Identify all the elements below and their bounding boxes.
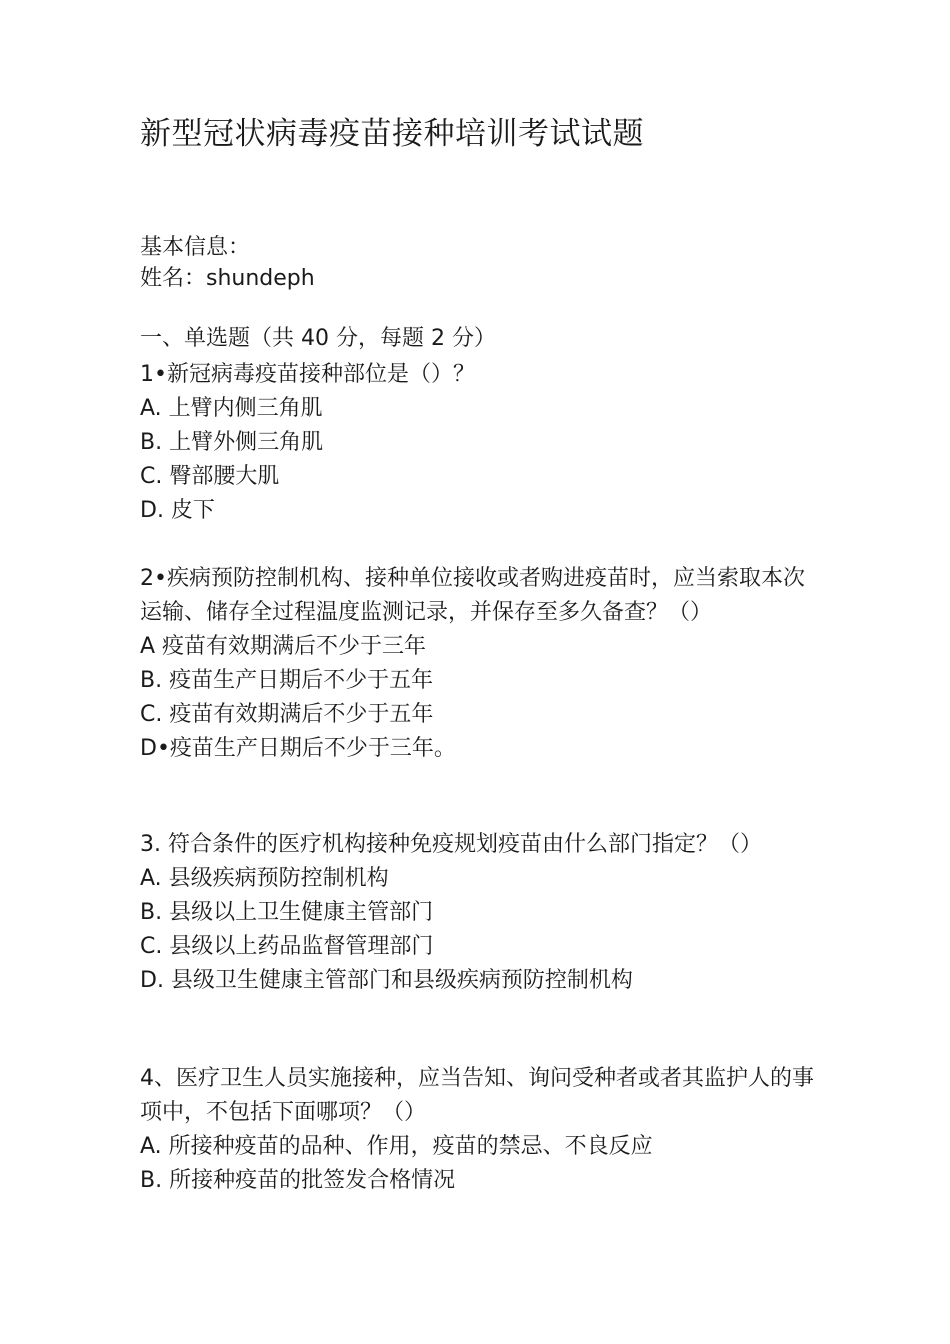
option-d: D•疫苗生产日期后不少于三年。	[140, 736, 456, 761]
basic-info-heading: 基本信息：	[140, 235, 251, 260]
section-heading: 一、单选题（共 40 分，每题 2 分）	[140, 326, 496, 351]
option-b: B. 所接种疫苗的批签发合格情况	[140, 1168, 456, 1193]
name-value: shundeph	[206, 266, 315, 291]
option-a: A. 县级疾病预防控制机构	[140, 866, 389, 891]
name-row	[140, 263, 315, 294]
option-b: B. 上臂外侧三角肌	[140, 430, 324, 455]
option-c: C. 疫苗有效期满后不少于五年	[140, 702, 434, 727]
basic-info	[140, 232, 315, 294]
question-stem: 3. 符合条件的医疗机构接种免疫规划疫苗由什么部门指定？（）	[140, 832, 762, 857]
option-c: C. 臀部腰大肌	[140, 464, 280, 489]
option-a: A. 上臂内侧三角肌	[140, 396, 323, 421]
option-a: A 疫苗有效期满后不少于三年	[140, 634, 427, 659]
question-3	[140, 828, 820, 998]
name-label: 姓名：	[140, 266, 207, 291]
question-stem: 1•新冠病毒疫苗接种部位是（）？	[140, 362, 475, 387]
question-2	[140, 562, 820, 766]
option-b: B. 县级以上卫生健康主管部门	[140, 900, 434, 925]
question-4	[140, 1062, 820, 1198]
question-1	[140, 358, 820, 528]
document-title: 新型冠状病毒疫苗接种培训考试试题	[140, 116, 644, 152]
question-stem: 2•疾病预防控制机构、接种单位接收或者购进疫苗时，应当索取本次运输、储存全过程温度监测记录，并保存至多久备查？（）	[140, 566, 805, 625]
question-stem: 4、医疗卫生人员实施接种，应当告知、询问受种者或者其监护人的事项中，不包括下面哪项？（）	[140, 1066, 814, 1125]
option-c: C. 县级以上药品监督管理部门	[140, 934, 434, 959]
option-d: D. 皮下	[140, 498, 215, 523]
option-a: A. 所接种疫苗的品种、作用，疫苗的禁忌、不良反应	[140, 1134, 653, 1159]
option-b: B. 疫苗生产日期后不少于五年	[140, 668, 434, 693]
option-d: D. 县级卫生健康主管部门和县级疾病预防控制机构	[140, 968, 633, 993]
